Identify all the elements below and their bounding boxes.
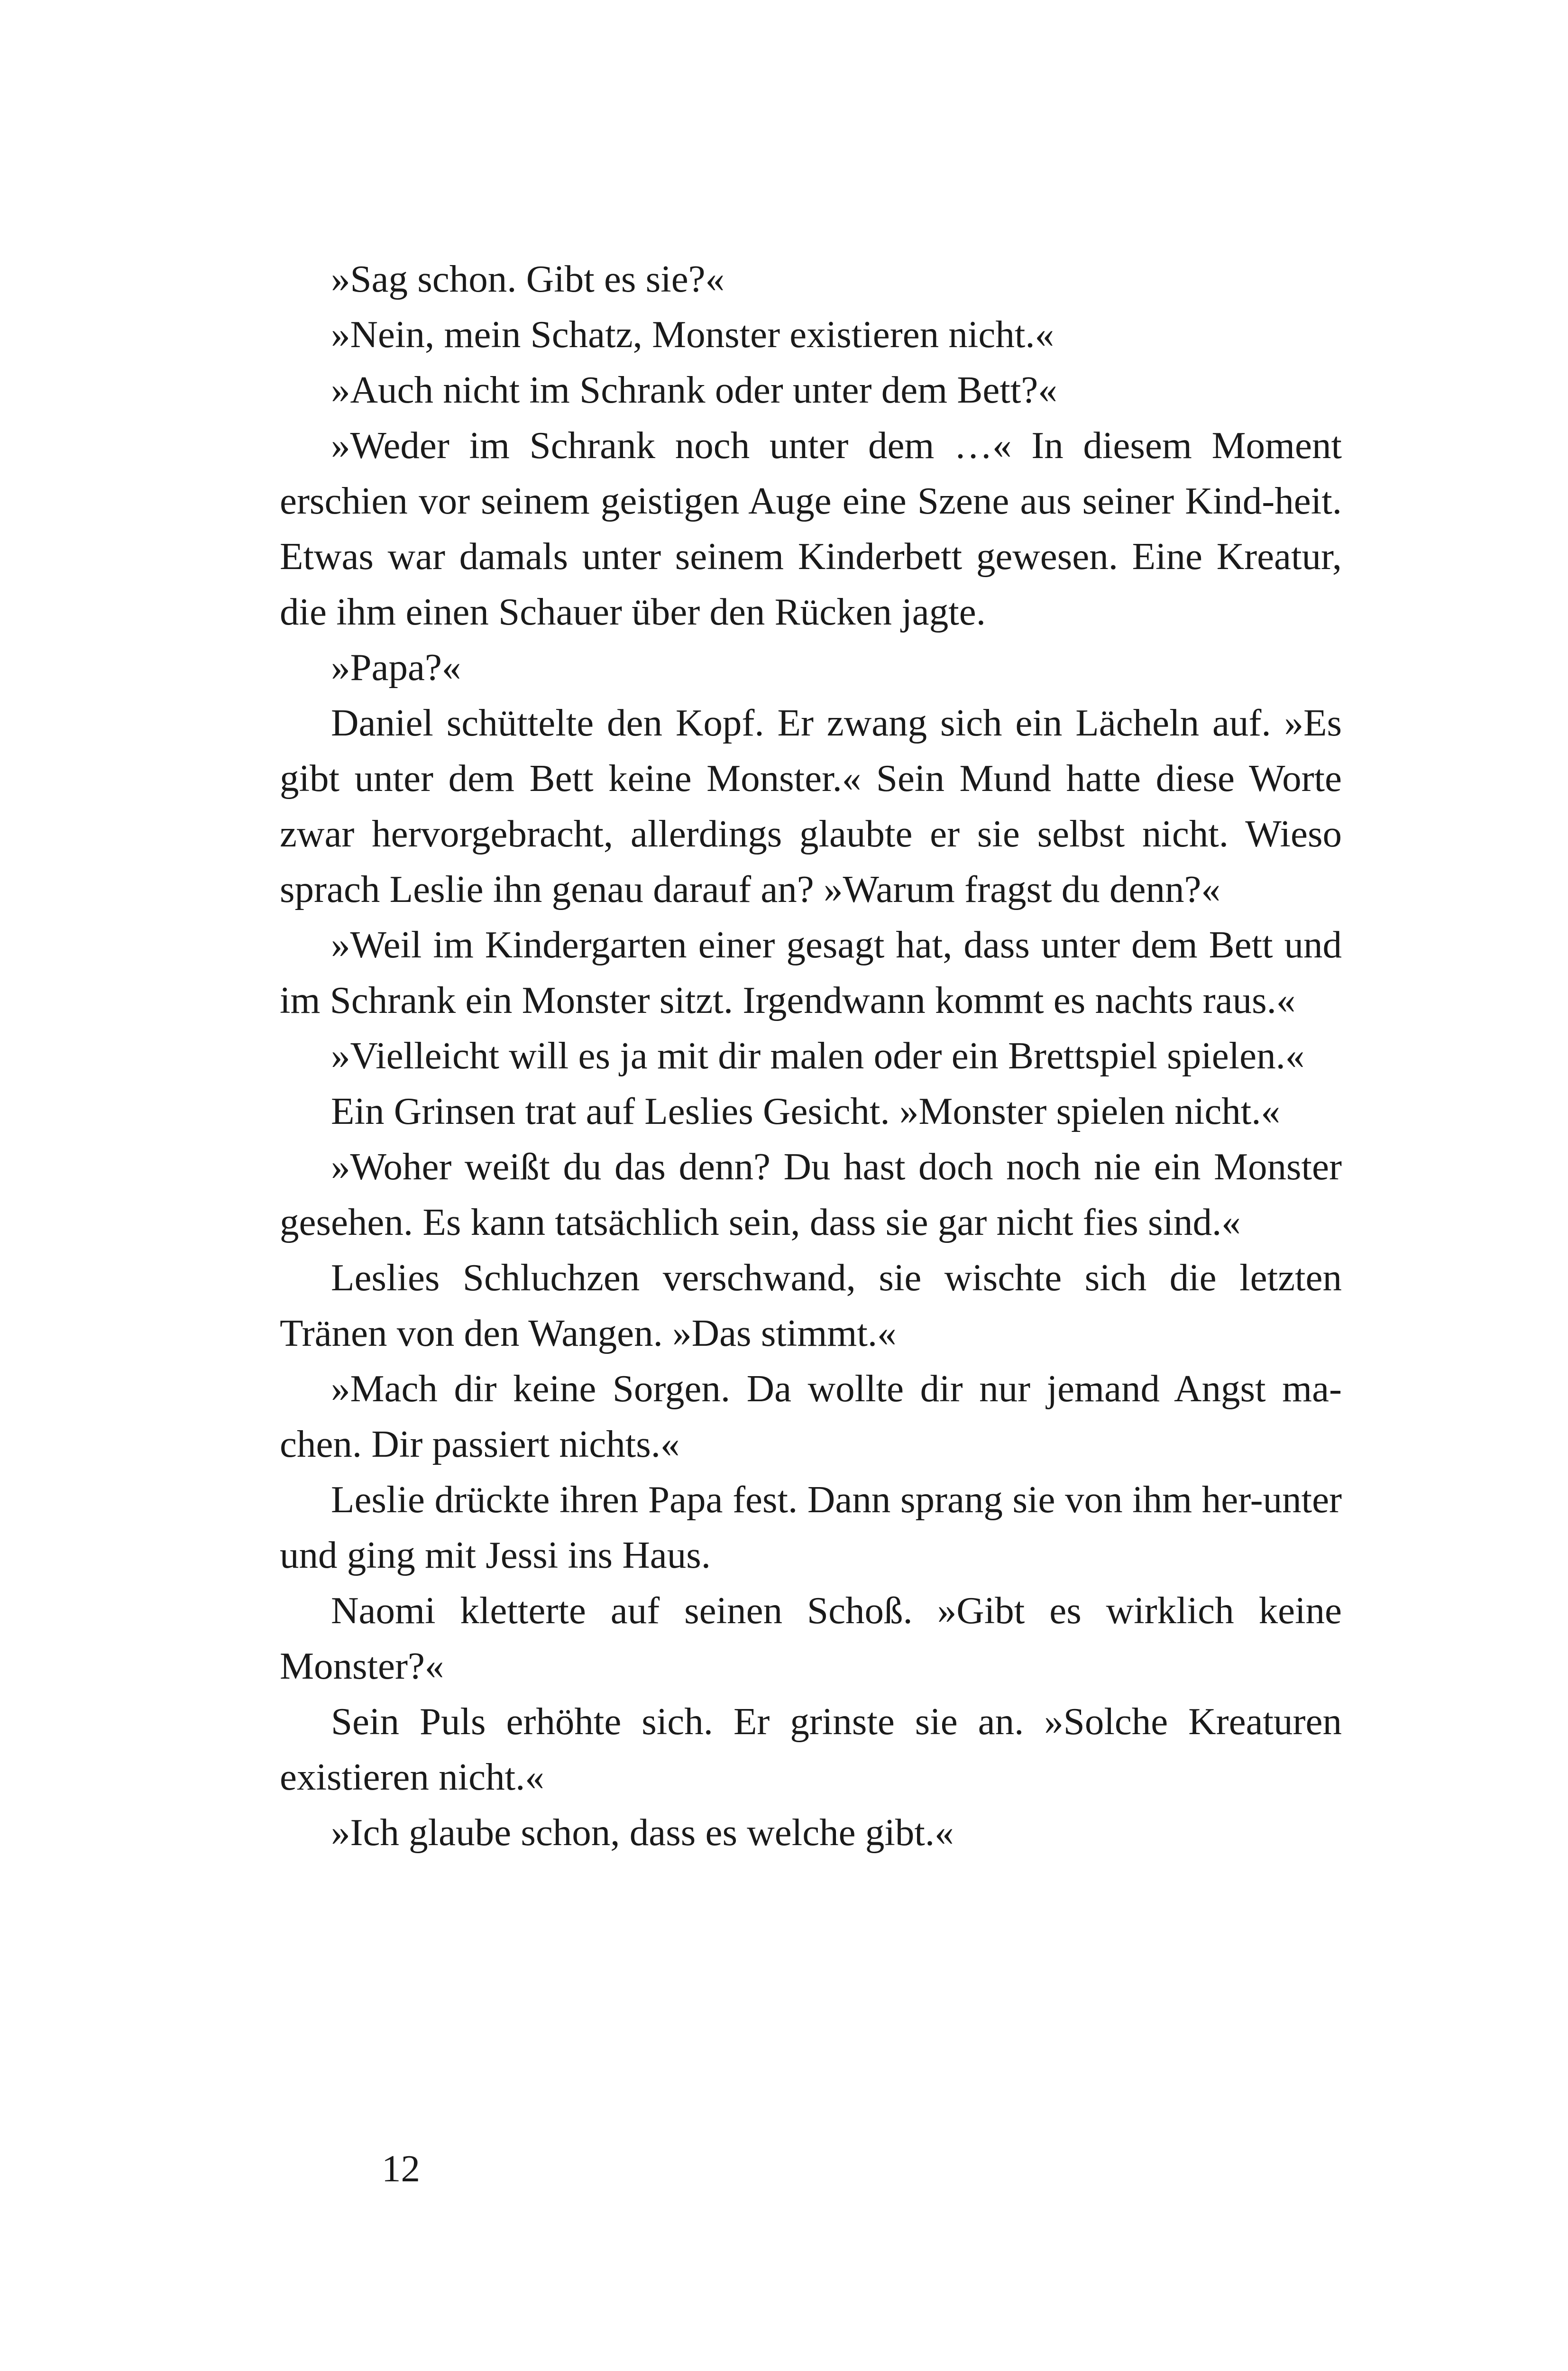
paragraph: »Weder im Schrank noch unter dem …« In diesem Moment erschien vor seinem geistigen Auge eine Szene aus seiner Kind-heit. Etwas war damals unter seinem Kinderbett gewesen. Eine Kreatur, die ihm einen Schauer über den Rücken jagte. [280, 424, 1342, 633]
paragraph: Leslies Schluchzen verschwand, sie wischte sich die letzten Tränen von den Wangen. »Das stimmt.« [280, 1256, 1342, 1354]
paragraph: »Mach dir keine Sorgen. Da wollte dir nur jemand Angst ma-chen. Dir passiert nichts.« [280, 1367, 1342, 1465]
paragraph: »Weil im Kindergarten einer gesagt hat, dass unter dem Bett und im Schrank ein Monster sitzt. Irgendwann kommt es nachts raus.« [280, 923, 1342, 1021]
paragraph: »Nein, mein Schatz, Monster existieren nicht.« [331, 313, 1055, 356]
paragraph: »Ich glaube schon, dass es welche gibt.« [331, 1811, 954, 1854]
page-number: 12 [382, 2147, 420, 2190]
paragraph: »Woher weißt du das denn? Du hast doch noch nie ein Monster gesehen. Es kann tatsächlich sein, dass sie gar nicht fies sind.« [280, 1145, 1342, 1243]
paragraph: »Vielleicht will es ja mit dir malen oder ein Brettspiel spielen.« [331, 1034, 1305, 1077]
paragraph: Sein Puls erhöhte sich. Er grinste sie an. »Solche Kreaturen existieren nicht.« [280, 1700, 1342, 1798]
paragraph: »Papa?« [331, 646, 461, 689]
body-text [280, 251, 1342, 1860]
paragraph: Leslie drückte ihren Papa fest. Dann sprang sie von ihm her-unter und ging mit Jessi ins Haus. [280, 1478, 1342, 1576]
paragraph: Daniel schüttelte den Kopf. Er zwang sich ein Lächeln auf. »Es gibt unter dem Bett keine Monster.« Sein Mund hatte diese Worte zwar hervorgebracht, allerdings glaubte er sie selbst nicht. Wieso sprach Leslie ihn genau darauf an? »Warum fragst du denn?« [280, 701, 1342, 910]
paragraph: Ein Grinsen trat auf Leslies Gesicht. »Monster spielen nicht.« [331, 1090, 1281, 1132]
paragraph: »Sag schon. Gibt es sie?« [331, 257, 725, 300]
paragraph: Naomi kletterte auf seinen Schoß. »Gibt es wirklich keine Monster?« [280, 1589, 1342, 1687]
paragraph: »Auch nicht im Schrank oder unter dem Bett?« [331, 368, 1057, 411]
